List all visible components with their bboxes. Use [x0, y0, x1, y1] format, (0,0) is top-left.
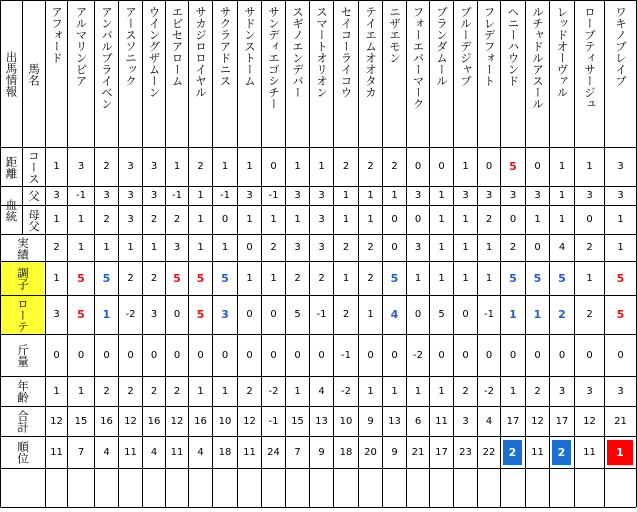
score-cell-record: 0	[534, 242, 541, 253]
score-cell-condition: 5	[102, 272, 111, 285]
score-cell-age: 3	[558, 386, 566, 397]
score-cell-rank: 7	[294, 447, 301, 458]
score-cell-age: 4	[318, 386, 325, 397]
score-cell-rank: 17	[435, 447, 448, 458]
score-cell-condition: 2	[318, 273, 325, 284]
score-cell-father: 1	[367, 190, 374, 201]
label-mother-father: 母父	[27, 208, 41, 232]
score-cell-total: -1	[268, 416, 279, 427]
score-cell-father: 1	[558, 190, 566, 201]
score-cell-weight: 0	[270, 350, 277, 361]
label-bloodline: 血統	[4, 199, 19, 222]
horse-name: ブランダムール	[435, 6, 449, 87]
label-father: 父	[27, 190, 41, 202]
score-cell-father: 3	[534, 190, 541, 201]
score-cell-record: 1	[197, 242, 204, 253]
score-cell-weight: 0	[246, 350, 253, 361]
score-cell-course: 1	[294, 161, 301, 172]
score-cell-total: 12	[583, 416, 596, 427]
score-cell-weight: 0	[534, 350, 541, 361]
score-cell-weight: 0	[77, 350, 85, 361]
score-cell-mother_father: 1	[617, 214, 624, 225]
score-cell-condition: 2	[127, 273, 134, 284]
score-cell-rotation: 0	[462, 309, 469, 320]
score-cell-age: 1	[53, 386, 60, 397]
score-cell-age: 2	[150, 386, 158, 397]
score-cell-weight: 0	[438, 350, 445, 361]
score-cell-record: 1	[127, 242, 134, 253]
score-cell-age: 1	[197, 386, 204, 397]
score-cell-father: -1	[220, 190, 230, 201]
score-cell-total: 10	[218, 416, 232, 427]
score-cell-mother_father: 2	[485, 214, 493, 225]
score-cell-total: 3	[462, 416, 469, 427]
score-cell-total: 15	[291, 416, 304, 427]
horse-name: フレデフォート	[482, 6, 497, 87]
score-cell-course: 1	[558, 161, 566, 172]
horse-name: サクラアドニス	[218, 6, 233, 87]
horse-name: スギノエンデバー	[291, 6, 305, 98]
score-cell-rank: 2	[503, 440, 522, 465]
score-cell-record: 1	[150, 242, 158, 253]
score-cell-record: 2	[342, 242, 350, 253]
score-cell-age: 1	[414, 386, 422, 397]
horse-name: エピセアローム	[170, 6, 185, 87]
score-cell-condition: 1	[485, 273, 493, 284]
horse-name: ワキノブレイブ	[614, 6, 628, 87]
score-cell-condition: 5	[77, 272, 85, 285]
score-cell-father: 3	[150, 190, 158, 201]
score-cell-record: 1	[221, 242, 229, 253]
score-cell-father: 1	[197, 190, 204, 201]
score-cell-age: 3	[617, 386, 624, 397]
score-cell-total: 12	[124, 416, 137, 427]
horse-name: サンディエゴシチー	[267, 6, 281, 110]
score-cell-condition: 1	[270, 273, 277, 284]
score-cell-total: 15	[74, 416, 88, 427]
score-cell-record: 3	[414, 242, 422, 253]
score-cell-course: 1	[586, 161, 593, 172]
score-cell-weight: -2	[413, 350, 423, 361]
score-cell-record: 4	[558, 242, 566, 253]
score-cell-mother_father: 3	[127, 214, 134, 225]
score-cell-condition: 1	[53, 273, 60, 284]
horse-name: サカジロロイヤル	[194, 6, 208, 98]
score-cell-father: 3	[485, 190, 493, 201]
score-cell-record: 2	[367, 242, 374, 253]
score-cell-father: 3	[462, 190, 469, 201]
score-cell-course: 0	[485, 161, 493, 172]
score-cell-record: 3	[318, 242, 325, 253]
label-rotation: ローテ	[16, 297, 30, 333]
score-cell-rank: 4	[103, 447, 110, 458]
score-cell-course: 5	[509, 160, 517, 173]
score-cell-course: 0	[270, 161, 277, 172]
score-cell-father: 3	[586, 190, 593, 201]
score-cell-weight: 0	[53, 350, 60, 361]
score-cell-father: 1	[438, 190, 445, 201]
score-cell-total: 12	[50, 416, 63, 427]
score-cell-condition: 5	[509, 272, 517, 285]
score-cell-father: 3	[246, 190, 253, 201]
score-cell-father: 3	[414, 190, 422, 201]
score-cell-rotation: 0	[173, 309, 181, 320]
score-cell-total: 13	[315, 416, 328, 427]
score-cell-father: 1	[342, 190, 350, 201]
score-cell-condition: 2	[367, 273, 374, 284]
score-cell-condition: 5	[173, 272, 181, 285]
score-cell-course: 1	[173, 161, 181, 172]
header-name-label: 馬名	[27, 62, 41, 86]
score-cell-rank: 2	[552, 440, 571, 465]
score-cell-rank: 24	[267, 447, 280, 458]
label-weight: 斤量	[16, 344, 30, 367]
score-cell-father: 3	[509, 190, 517, 201]
score-cell-mother_father: 1	[367, 214, 374, 225]
score-cell-record: 1	[617, 242, 624, 253]
score-cell-mother_father: 3	[318, 214, 325, 225]
score-cell-total: 12	[170, 416, 184, 427]
horse-name: サドンストーム	[243, 6, 257, 87]
score-cell-mother_father: 1	[77, 214, 85, 225]
score-cell-condition: 2	[294, 273, 301, 284]
score-cell-weight: 0	[462, 350, 469, 361]
score-cell-mother_father: 1	[294, 214, 301, 225]
score-cell-rank: 23	[459, 447, 472, 458]
score-cell-weight: 0	[509, 350, 517, 361]
score-cell-rotation: 1	[533, 308, 542, 321]
score-cell-rank: 11	[170, 447, 184, 458]
score-cell-weight: -1	[341, 350, 351, 361]
score-cell-rank: 22	[482, 447, 496, 458]
score-cell-record: 2	[270, 242, 277, 253]
score-cell-record: 1	[438, 242, 445, 253]
score-cell-father: 3	[617, 190, 624, 201]
score-cell-age: -2	[341, 386, 351, 397]
score-cell-total: 10	[339, 416, 353, 427]
score-cell-mother_father: 1	[246, 214, 253, 225]
score-cell-condition: 5	[616, 272, 625, 285]
score-cell-rotation: 3	[53, 309, 60, 320]
score-cell-condition: 5	[533, 272, 542, 285]
score-cell-rotation: 5	[196, 308, 205, 321]
score-cell-record: 0	[391, 242, 398, 253]
score-cell-mother_father: 0	[221, 214, 229, 225]
score-cell-course: 3	[77, 161, 85, 172]
score-cell-mother_father: 2	[103, 214, 110, 225]
score-cell-course: 3	[150, 161, 158, 172]
score-cell-father: 3	[53, 190, 60, 201]
score-cell-rotation: 5	[438, 309, 445, 320]
score-cell-mother_father: 1	[438, 214, 445, 225]
score-cell-weight: 0	[103, 350, 110, 361]
horse-name: ルチャドルアスール	[531, 6, 545, 110]
score-cell-rotation: 5	[616, 308, 625, 321]
score-cell-age: 2	[127, 386, 134, 397]
score-cell-age: 2	[173, 386, 181, 397]
score-cell-mother_father: 0	[586, 214, 593, 225]
score-cell-condition: 1	[342, 273, 350, 284]
score-cell-mother_father: 1	[534, 214, 541, 225]
score-cell-mother_father: 1	[462, 214, 469, 225]
label-rank: 順位	[16, 441, 30, 464]
score-cell-total: 16	[194, 416, 207, 427]
score-cell-record: 2	[53, 242, 60, 253]
score-cell-rank: 4	[150, 447, 158, 458]
score-cell-total: 13	[388, 416, 401, 427]
score-cell-total: 6	[414, 416, 422, 427]
score-cell-total: 11	[435, 416, 448, 427]
score-cell-weight: 0	[150, 350, 158, 361]
score-cell-course: 3	[127, 161, 134, 172]
score-cell-weight: 0	[485, 350, 493, 361]
horse-name: フォーエバーマーク	[411, 6, 426, 110]
score-cell-record: 0	[246, 242, 253, 253]
score-cell-condition: 1	[438, 273, 445, 284]
score-cell-total: 16	[147, 416, 161, 427]
score-cell-rank: 11	[124, 447, 137, 458]
score-cell-rotation: 3	[221, 308, 229, 321]
score-cell-condition: 2	[150, 273, 158, 284]
score-cell-rotation: 0	[246, 309, 253, 320]
score-cell-course: 0	[438, 161, 445, 172]
score-cell-mother_father: 0	[414, 214, 422, 225]
header-main-label: 出馬情報	[4, 51, 19, 97]
score-cell-condition: 5	[558, 272, 566, 285]
score-cell-father: 3	[318, 190, 325, 201]
score-cell-course: 2	[103, 161, 110, 172]
score-cell-record: 3	[294, 242, 301, 253]
score-cell-rank: 20	[364, 447, 377, 458]
score-cell-total: 12	[531, 416, 544, 427]
score-cell-mother_father: 2	[173, 214, 181, 225]
score-cell-age: 3	[586, 386, 593, 397]
score-cell-record: 2	[586, 242, 593, 253]
score-cell-age: 1	[77, 386, 85, 397]
score-cell-rotation: 1	[367, 309, 374, 320]
score-cell-father: -1	[76, 190, 86, 201]
score-cell-weight: 0	[127, 350, 134, 361]
score-cell-rotation: 1	[102, 308, 111, 321]
score-cell-course: 0	[534, 161, 541, 172]
score-cell-age: 1	[391, 386, 398, 397]
score-cell-age: 2	[246, 386, 253, 397]
score-cell-rank: 11	[583, 447, 596, 458]
label-age: 年齢	[16, 380, 30, 403]
score-cell-record: 1	[77, 242, 85, 253]
score-cell-condition: 1	[246, 273, 253, 284]
score-cell-course: 1	[53, 161, 60, 172]
score-cell-record: 1	[103, 242, 110, 253]
score-cell-total: 4	[485, 416, 493, 427]
score-cell-weight: 0	[391, 350, 398, 361]
score-cell-course: 0	[414, 161, 422, 172]
score-cell-record: 2	[509, 242, 517, 253]
horse-name: ヘニーハウンド	[506, 6, 521, 87]
score-cell-total: 17	[506, 416, 520, 427]
horse-name: アルマリンピア	[74, 6, 89, 87]
score-cell-course: 1	[221, 161, 229, 172]
label-distance: 距離	[4, 155, 19, 179]
score-cell-rotation: 4	[390, 308, 399, 321]
score-cell-father: -1	[172, 190, 182, 201]
score-cell-age: 1	[294, 386, 301, 397]
score-cell-mother_father: 1	[558, 214, 566, 225]
horse-name: スマートオリオン	[315, 6, 329, 98]
score-cell-rotation: 5	[294, 309, 301, 320]
score-cell-rank: 18	[339, 447, 353, 458]
score-cell-age: 1	[367, 386, 374, 397]
score-cell-rotation: -1	[316, 309, 327, 320]
score-cell-course: 1	[246, 161, 253, 172]
score-cell-age: 1	[221, 386, 229, 397]
label-condition: 調子	[16, 267, 30, 290]
score-cell-age: 1	[509, 386, 517, 397]
score-cell-weight: 0	[221, 350, 229, 361]
score-cell-rotation: -1	[484, 309, 494, 320]
score-cell-age: -2	[268, 386, 279, 397]
score-cell-mother_father: 0	[509, 214, 517, 225]
label-course: コース	[27, 149, 41, 185]
score-cell-father: 1	[391, 190, 398, 201]
score-cell-course: 1	[462, 161, 469, 172]
score-cell-weight: 0	[586, 350, 593, 361]
horse-name: アースソニック	[124, 6, 138, 87]
score-cell-rank: 11	[243, 447, 256, 458]
score-cell-condition: 5	[196, 272, 205, 285]
score-cell-weight: 0	[197, 350, 204, 361]
score-cell-rank: 11	[531, 447, 544, 458]
score-cell-course: 1	[318, 161, 325, 172]
label-total: 合計	[16, 410, 30, 433]
score-cell-record: 3	[173, 242, 181, 253]
score-cell-course: 2	[367, 161, 374, 172]
score-cell-age: 2	[534, 386, 541, 397]
score-cell-course: 2	[391, 161, 398, 172]
score-cell-age: -2	[484, 386, 494, 397]
score-cell-rank: 7	[77, 447, 85, 458]
horse-name: アフォード	[50, 6, 64, 64]
score-cell-rank: 18	[218, 447, 232, 458]
label-record: 実績	[16, 236, 30, 260]
score-cell-mother_father: 1	[53, 214, 60, 225]
score-cell-rotation: 0	[414, 309, 422, 320]
score-cell-course: 2	[342, 161, 350, 172]
score-cell-rank: 9	[318, 447, 325, 458]
score-cell-father: 3	[127, 190, 134, 201]
score-cell-total: 9	[367, 416, 374, 427]
score-cell-condition: 1	[414, 273, 422, 284]
score-cell-age: 2	[103, 386, 110, 397]
score-cell-condition: 5	[390, 272, 399, 285]
score-cell-rank: 1	[607, 440, 633, 465]
score-cell-condition: 5	[221, 272, 229, 285]
score-cell-rotation: 2	[558, 308, 566, 321]
score-cell-weight: 0	[318, 350, 325, 361]
score-cell-weight: 0	[173, 350, 181, 361]
horse-name: ニザエモン	[388, 6, 402, 64]
score-cell-rotation: 5	[77, 308, 85, 321]
score-cell-record: 1	[462, 242, 469, 253]
score-cell-age: 1	[438, 386, 445, 397]
score-cell-father: -1	[268, 190, 279, 201]
score-cell-mother_father: 1	[270, 214, 277, 225]
score-cell-weight: 0	[367, 350, 374, 361]
score-cell-weight: 0	[558, 350, 566, 361]
score-cell-rank: 4	[197, 447, 204, 458]
score-cell-condition: 1	[462, 273, 469, 284]
score-cell-mother_father: 1	[197, 214, 204, 225]
score-cell-weight: 0	[617, 350, 624, 361]
score-cell-rotation: 0	[270, 309, 277, 320]
score-cell-rank: 11	[50, 447, 63, 458]
horse-name: ローブティサージュ	[583, 6, 597, 110]
score-cell-rotation: 3	[150, 309, 158, 320]
score-cell-rank: 21	[411, 447, 425, 458]
score-cell-father: 3	[294, 190, 301, 201]
score-cell-mother_father: 1	[342, 214, 350, 225]
horse-name: ウイングザムーン	[147, 6, 162, 98]
score-cell-mother_father: 2	[150, 214, 158, 225]
score-cell-condition: 1	[586, 273, 593, 284]
score-cell-rank: 9	[391, 447, 398, 458]
score-cell-total: 17	[555, 416, 569, 427]
horse-name: テイエムオオタカ	[364, 6, 378, 98]
score-cell-mother_father: 0	[391, 214, 398, 225]
horse-name: セイコーライコウ	[339, 6, 354, 98]
score-cell-course: 3	[617, 161, 624, 172]
score-cell-rotation: 1	[509, 308, 517, 321]
score-cell-total: 21	[614, 416, 627, 427]
score-cell-rotation: -2	[125, 309, 136, 320]
score-cell-father: 3	[103, 190, 110, 201]
score-cell-record: 1	[485, 242, 493, 253]
score-cell-weight: 0	[294, 350, 301, 361]
score-cell-total: 16	[100, 416, 113, 427]
horse-name: ブルーデジャブ	[459, 6, 473, 87]
score-cell-age: 2	[462, 386, 469, 397]
score-cell-rotation: 2	[342, 309, 350, 320]
score-cell-total: 12	[243, 416, 256, 427]
horse-name: アンバルブライベン	[100, 6, 114, 110]
score-cell-rotation: 2	[586, 309, 593, 320]
horse-name: レッドオーヴァル	[555, 6, 570, 98]
score-cell-course: 2	[197, 161, 204, 172]
